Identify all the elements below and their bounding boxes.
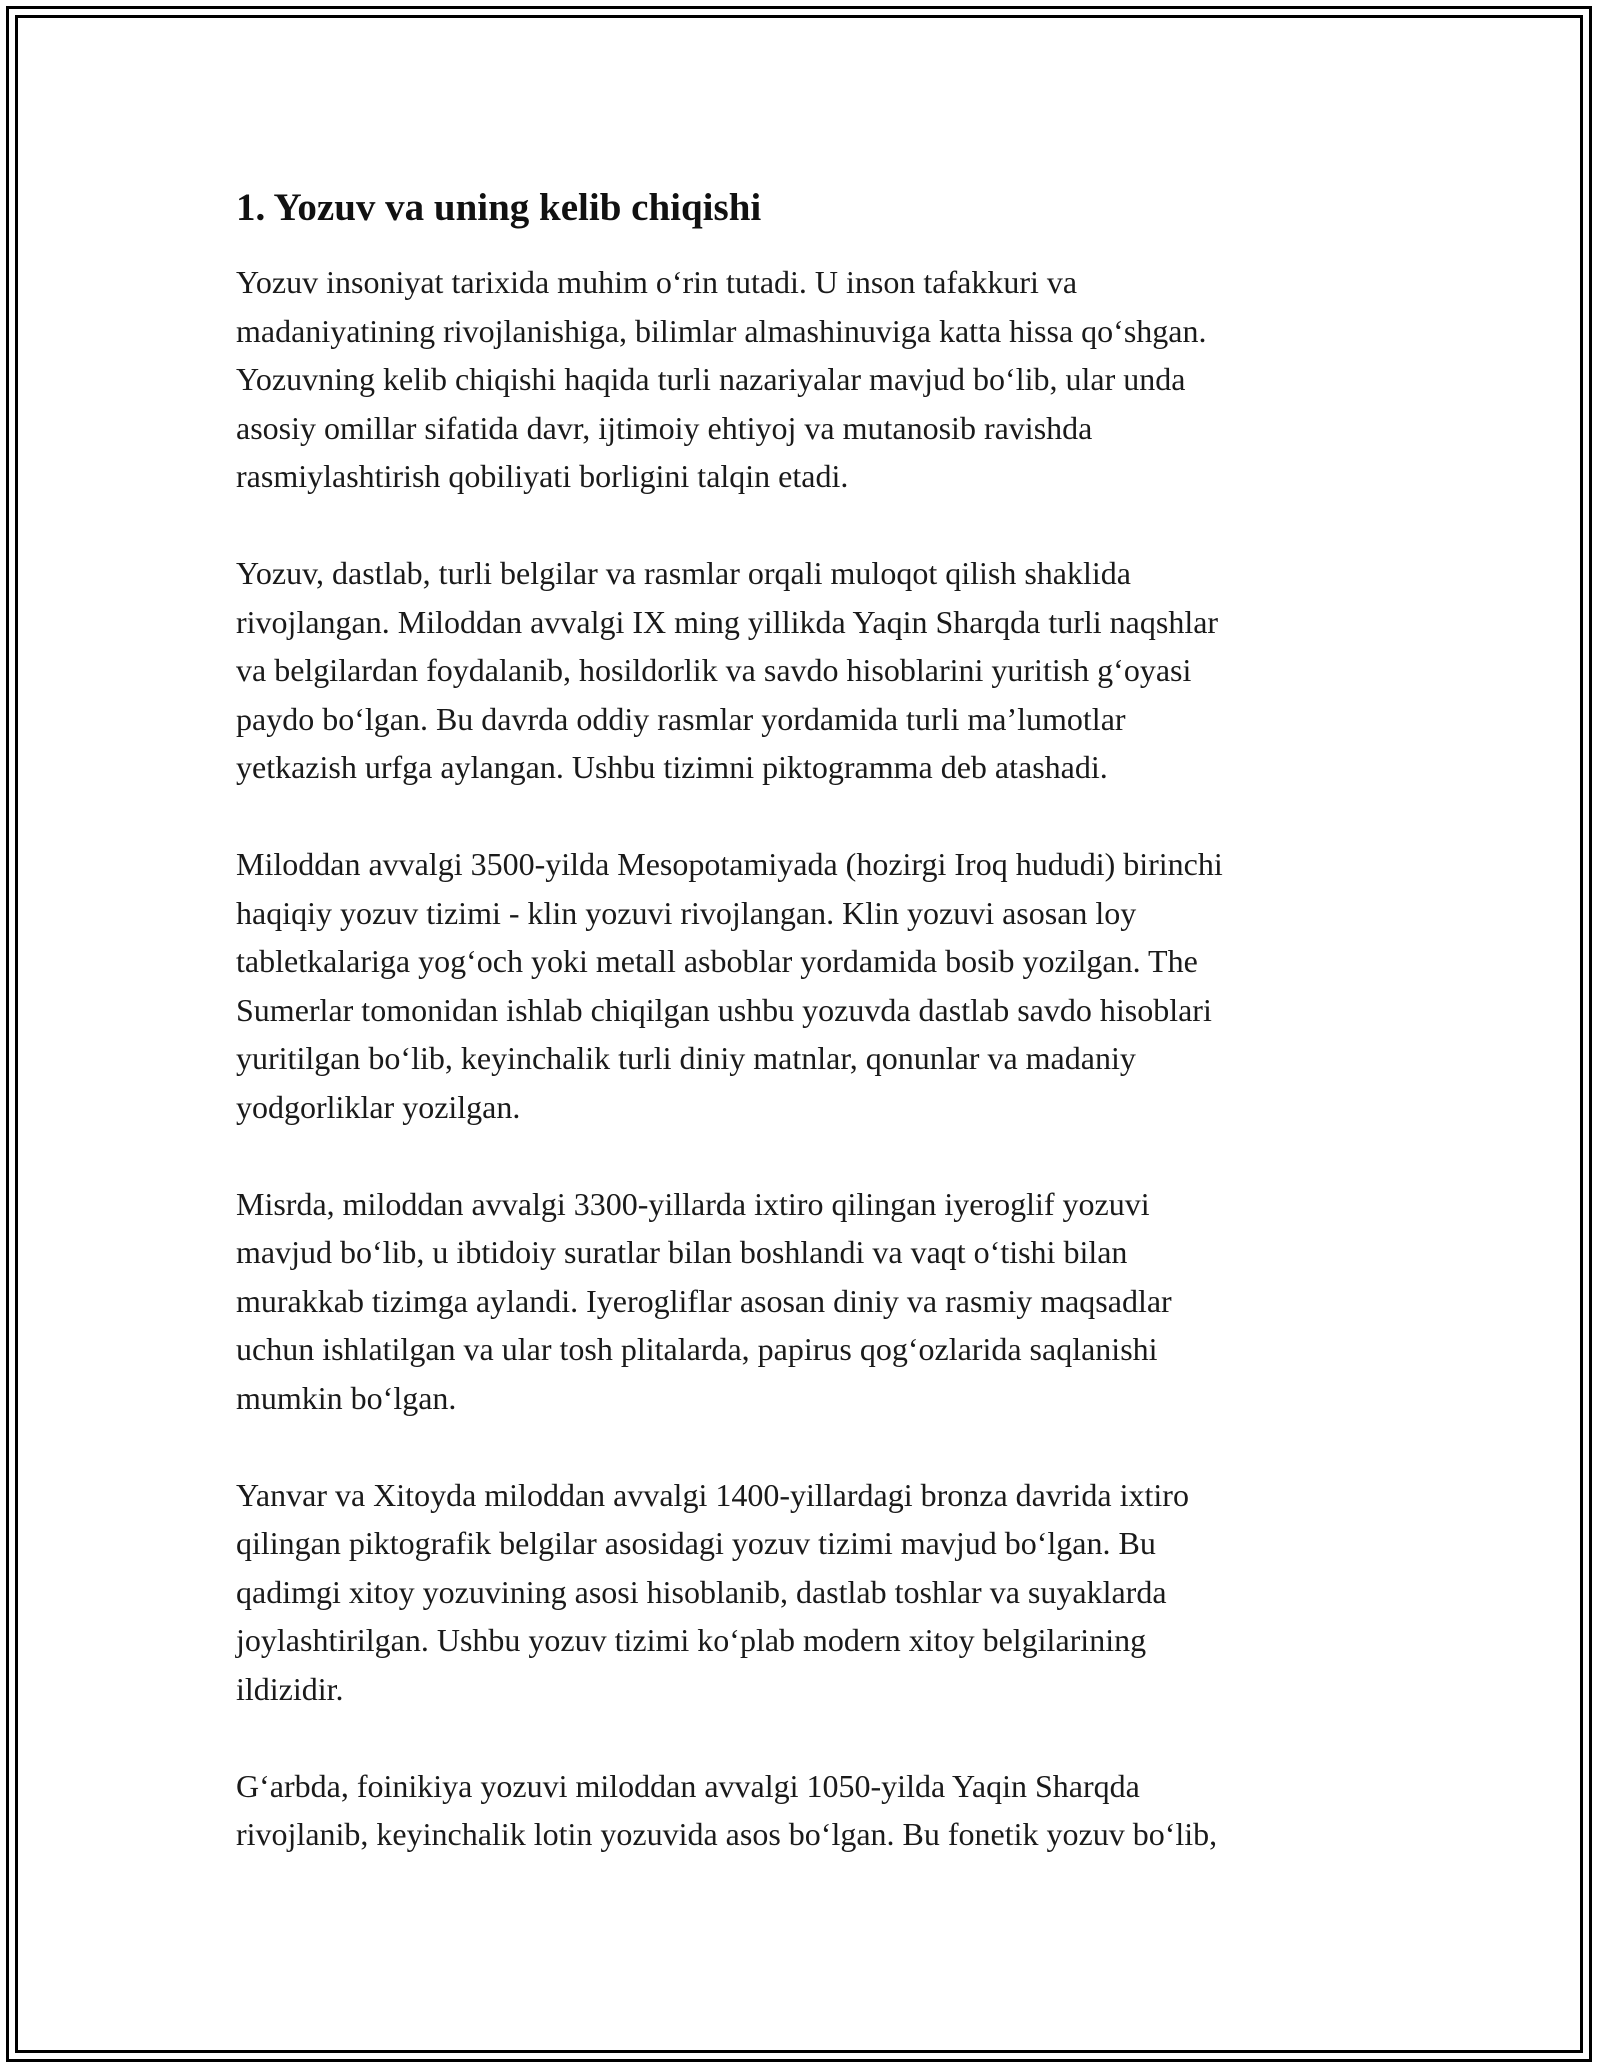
text-line: asosiy omillar sifatida davr, ijtimoiy ehtiyoj va mutanosib ravishda (236, 409, 1093, 446)
text-line: madaniyatining rivojlanishiga, bilimlar almashinuviga katta hissa qo‘shgan. (236, 312, 1207, 349)
text-line: Yanvar va Xitoyda miloddan avvalgi 1400-yillardagi bronza davrida ixtiro (236, 1476, 1189, 1513)
text-line: rivojlanib, keyinchalik lotin yozuvida asos bo‘lgan. Bu fonetik yozuv bo‘lib, (236, 1816, 1218, 1852)
text-line: yodgorliklar yozilgan. (236, 1088, 521, 1125)
text-line: haqiqiy yozuv tizimi - klin yozuvi rivojlangan. Klin yozuvi asosan loy (236, 894, 1137, 931)
paragraph-1 (236, 258, 1376, 501)
paragraph-3 (236, 840, 1376, 1131)
section-heading: 1. Yozuv va uning kelib chiqishi (236, 186, 762, 229)
document-body (236, 184, 1376, 1907)
text-line: Misrda, miloddan avvalgi 3300-yillarda ixtiro qilingan iyeroglif yozuvi (236, 1185, 1150, 1222)
text-line: joylashtirilgan. Ushbu yozuv tizimi ko‘plab modern xitoy belgilarining (236, 1622, 1147, 1658)
text-line: yuritilgan bo‘lib, keyinchalik turli diniy matnlar, qonunlar va madaniy (236, 1040, 1136, 1076)
text-line: G‘arbda, foinikiya yozuvi miloddan avvalgi 1050-yilda Yaqin Sharqda (236, 1767, 1140, 1804)
text-line: Sumerlar tomonidan ishlab chiqilgan ushbu yozuvda dastlab savdo hisoblari (236, 991, 1212, 1028)
text-line: paydo bo‘lgan. Bu davrda oddiy rasmlar yordamida turli ma’lumotlar (236, 700, 1126, 737)
text-line: yetkazish urfga aylangan. Ushbu tizimni piktogramma deb atashadi. (236, 749, 1108, 785)
paragraph-6 (236, 1762, 1376, 1859)
text-line: murakkab tizimga aylandi. Iyerogliflar asosan diniy va rasmiy maqsadlar (236, 1282, 1172, 1319)
text-line: tabletkalariga yog‘och yoki metall asboblar yordamida bosib yozilgan. The (236, 943, 1198, 979)
text-line: Yozuv, dastlab, turli belgilar va rasmlar orqali muloqot qilish shaklida (236, 555, 1131, 591)
text-line: Yozuvning kelib chiqishi haqida turli nazariyalar mavjud bo‘lib, ular unda (236, 361, 1186, 397)
text-line: Yozuv insoniyat tarixida muhim o‘rin tutadi. U inson tafakkuri va (236, 264, 1078, 300)
paragraph-4 (236, 1180, 1376, 1423)
paragraph-5 (236, 1471, 1376, 1714)
text-line: qadimgi xitoy yozuvining asosi hisoblanib, dastlab toshlar va suyaklarda (236, 1573, 1167, 1610)
text-line: uchun ishlatilgan va ular tosh plitalarda, papirus qog‘ozlarida saqlanishi (236, 1331, 1158, 1367)
text-line: rasmiylashtirish qobiliyati borligini talqin etadi. (236, 458, 849, 494)
text-line: va belgilardan foydalanib, hosildorlik va savdo hisoblarini yuritish g‘oyasi (236, 652, 1192, 688)
text-line: Miloddan avvalgi 3500-yilda Mesopotamiyada (hozirgi Iroq hududi) birinchi (236, 846, 1223, 882)
text-line: qilingan piktografik belgilar asosidagi yozuv tizimi mavjud bo‘lgan. Bu (236, 1525, 1156, 1561)
text-line: mumkin bo‘lgan. (236, 1379, 457, 1416)
text-line: rivojlangan. Miloddan avvalgi IX ming yillikda Yaqin Sharqda turli naqshlar (236, 603, 1219, 640)
paragraph-2 (236, 549, 1376, 792)
text-line: ildizidir. (236, 1670, 344, 1707)
text-line: mavjud bo‘lib, u ibtidoiy suratlar bilan boshlandi va vaqt o‘tishi bilan (236, 1234, 1128, 1270)
